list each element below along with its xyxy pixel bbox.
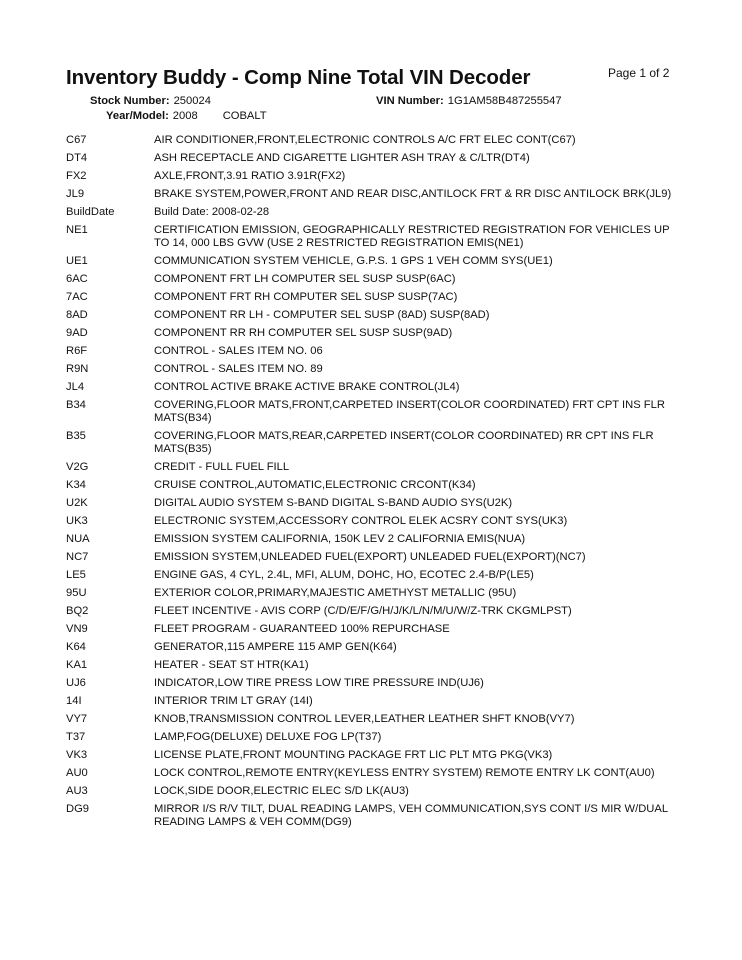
option-code: 8AD (66, 309, 88, 321)
option-description: GENERATOR,115 AMPERE 115 AMP GEN(K64) (154, 641, 397, 653)
stock-number-value: 250024 (173, 95, 211, 107)
option-row (66, 255, 676, 268)
option-description: INTERIOR TRIM LT GRAY (14I) (154, 695, 313, 707)
option-description: CREDIT - FULL FUEL FILL (154, 461, 290, 473)
option-code: VK3 (66, 749, 88, 761)
option-description: ENGINE GAS, 4 CYL, 2.4L, MFI, ALUM, DOHC, HO, ECOTEC 2.4-B/P(LE5) (154, 569, 534, 581)
option-description: CONTROL - SALES ITEM NO. 06 (154, 345, 323, 357)
option-code: NC7 (66, 551, 89, 563)
option-description: LOCK CONTROL,REMOTE ENTRY(KEYLESS ENTRY SYSTEM) REMOTE ENTRY LK CONT(AU0) (154, 767, 655, 779)
option-row (66, 188, 676, 201)
option-row (66, 515, 676, 528)
option-description: FLEET PROGRAM - GUARANTEED 100% REPURCHASE (154, 623, 450, 635)
option-row (66, 399, 676, 425)
option-code: JL4 (66, 381, 85, 393)
vin-number-value: 1G1AM58B487255547 (447, 95, 562, 107)
option-description: ASH RECEPTACLE AND CIGARETTE LIGHTER ASH TRAY & C/LTR(DT4) (154, 152, 530, 164)
option-description: AXLE,FRONT,3.91 RATIO 3.91R(FX2) (154, 170, 346, 182)
option-row (66, 479, 676, 492)
option-description: Build Date: 2008-02-28 (154, 206, 270, 218)
option-code: FX2 (66, 170, 87, 182)
option-row (66, 327, 676, 340)
option-row (66, 731, 676, 744)
option-row (66, 749, 676, 762)
option-description: EXTERIOR COLOR,PRIMARY,MAJESTIC AMETHYST METALLIC (95U) (154, 587, 517, 599)
option-description: COMPONENT RR RH COMPUTER SEL SUSP SUSP(9AD) (154, 327, 453, 339)
option-code: V2G (66, 461, 89, 473)
option-description: COMPONENT FRT LH COMPUTER SEL SUSP SUSP(6AC) (154, 273, 456, 285)
option-row (66, 461, 676, 474)
option-code: KA1 (66, 659, 88, 671)
option-description: EMISSION SYSTEM CALIFORNIA, 150K LEV 2 CALIFORNIA EMIS(NUA) (154, 533, 526, 545)
option-row (66, 551, 676, 564)
option-description: COMPONENT RR LH - COMPUTER SEL SUSP (8AD) SUSP(8AD) (154, 309, 490, 321)
option-row (66, 641, 676, 654)
option-row (66, 170, 676, 183)
option-description: AIR CONDITIONER,FRONT,ELECTRONIC CONTROLS A/C FRT ELEC CONT(C67) (154, 134, 576, 146)
option-row (66, 587, 676, 600)
option-code: UJ6 (66, 677, 86, 689)
option-code: VY7 (66, 713, 88, 725)
option-code: UK3 (66, 515, 88, 527)
option-description: EMISSION SYSTEM,UNLEADED FUEL(EXPORT) UNLEADED FUEL(EXPORT)(NC7) (154, 551, 586, 563)
option-row (66, 569, 676, 582)
option-row (66, 659, 676, 672)
option-description: CONTROL - SALES ITEM NO. 89 (154, 363, 323, 375)
option-row (66, 206, 676, 219)
option-row (66, 273, 676, 286)
option-row (66, 134, 676, 147)
option-code: C67 (66, 134, 87, 146)
option-row (66, 345, 676, 358)
option-description: COMMUNICATION SYSTEM VEHICLE, G.P.S. 1 GPS 1 VEH COMM SYS(UE1) (154, 255, 553, 267)
year-model-label: Year/Model: (106, 110, 169, 122)
option-code: 14I (66, 695, 82, 707)
option-row (66, 803, 676, 829)
option-code: B34 (66, 399, 86, 411)
option-code: K34 (66, 479, 86, 491)
option-code: UE1 (66, 255, 88, 267)
option-code: BQ2 (66, 605, 89, 617)
option-description: KNOB,TRANSMISSION CONTROL LEVER,LEATHER LEATHER SHFT KNOB(VY7) (154, 713, 575, 725)
option-description: FLEET INCENTIVE - AVIS CORP (C/D/E/F/G/H/J/K/L/N/M/U/W/Z-TRK CKGMLPST) (154, 605, 572, 617)
option-description: LICENSE PLATE,FRONT MOUNTING PACKAGE FRT LIC PLT MTG PKG(VK3) (154, 749, 553, 761)
option-description: COMPONENT FRT RH COMPUTER SEL SUSP SUSP(7AC) (154, 291, 458, 303)
option-code: T37 (66, 731, 86, 743)
option-description: COVERING,FLOOR MATS,FRONT,CARPETED INSERT(COLOR COORDINATED) FRT CPT INS FLR MATS(B34) (154, 399, 665, 424)
option-code: B35 (66, 430, 86, 442)
option-code: 7AC (66, 291, 88, 303)
option-description: ELECTRONIC SYSTEM,ACCESSORY CONTROL ELEK ACSRY CONT SYS(UK3) (154, 515, 568, 527)
option-code: LE5 (66, 569, 86, 581)
option-description: HEATER - SEAT ST HTR(KA1) (154, 659, 309, 671)
option-description: MIRROR I/S R/V TILT, DUAL READING LAMPS, VEH COMMUNICATION,SYS CONT I/S MIR W/DUAL READING LAMPS & VEH COMM(DG9) (154, 803, 668, 828)
model-value: COBALT (222, 110, 267, 122)
option-code: R9N (66, 363, 89, 375)
option-row (66, 309, 676, 322)
option-row (66, 224, 676, 250)
option-row (66, 785, 676, 798)
option-row (66, 533, 676, 546)
option-code: 9AD (66, 327, 88, 339)
option-row (66, 713, 676, 726)
option-code-list (66, 134, 676, 834)
option-row (66, 623, 676, 636)
option-description: CONTROL ACTIVE BRAKE ACTIVE BRAKE CONTROL(JL4) (154, 381, 460, 393)
option-code: R6F (66, 345, 88, 357)
option-description: CRUISE CONTROL,AUTOMATIC,ELECTRONIC CRCONT(K34) (154, 479, 476, 491)
option-code: BuildDate (66, 206, 115, 218)
option-description: BRAKE SYSTEM,POWER,FRONT AND REAR DISC,ANTILOCK FRT & RR DISC ANTILOCK BRK(JL9) (154, 188, 672, 200)
option-code: DT4 (66, 152, 88, 164)
option-code: NE1 (66, 224, 88, 236)
option-row (66, 767, 676, 780)
year-model (106, 110, 267, 122)
option-code: U2K (66, 497, 88, 509)
option-code: 6AC (66, 273, 88, 285)
option-code: JL9 (66, 188, 85, 200)
option-code: AU3 (66, 785, 88, 797)
stock-number-label: Stock Number: (90, 95, 170, 107)
option-description: LOCK,SIDE DOOR,ELECTRIC ELEC S/D LK(AU3) (154, 785, 409, 797)
option-row (66, 430, 676, 456)
option-row (66, 291, 676, 304)
option-code: AU0 (66, 767, 88, 779)
option-row (66, 381, 676, 394)
page-title: Inventory Buddy - Comp Nine Total VIN Decoder (66, 66, 531, 89)
option-row (66, 363, 676, 376)
option-row (66, 695, 676, 708)
option-row (66, 605, 676, 618)
option-description: LAMP,FOG(DELUXE) DELUXE FOG LP(T37) (154, 731, 382, 743)
option-description: DIGITAL AUDIO SYSTEM S-BAND DIGITAL S-BAND AUDIO SYS(U2K) (154, 497, 513, 509)
option-row (66, 677, 676, 690)
option-row (66, 152, 676, 165)
vin-number (376, 95, 562, 107)
option-code: DG9 (66, 803, 90, 815)
option-code: 95U (66, 587, 87, 599)
option-description: COVERING,FLOOR MATS,REAR,CARPETED INSERT(COLOR COORDINATED) RR CPT INS FLR MATS(B35) (154, 430, 654, 455)
option-code: VN9 (66, 623, 88, 635)
option-code: NUA (66, 533, 90, 545)
stock-number (90, 95, 211, 107)
page-number: Page 1 of 2 (608, 66, 670, 80)
option-code: K64 (66, 641, 86, 653)
option-row (66, 497, 676, 510)
vin-number-label: VIN Number: (376, 95, 444, 107)
option-description: INDICATOR,LOW TIRE PRESS LOW TIRE PRESSURE IND(UJ6) (154, 677, 484, 689)
year-value: 2008 (172, 110, 198, 122)
option-description: CERTIFICATION EMISSION, GEOGRAPHICALLY RESTRICTED REGISTRATION FOR VEHICLES UP TO 14, 000 LBS GVW (USE 2 RESTRICTED REGISTRATION EMIS(NE1) (154, 224, 670, 249)
